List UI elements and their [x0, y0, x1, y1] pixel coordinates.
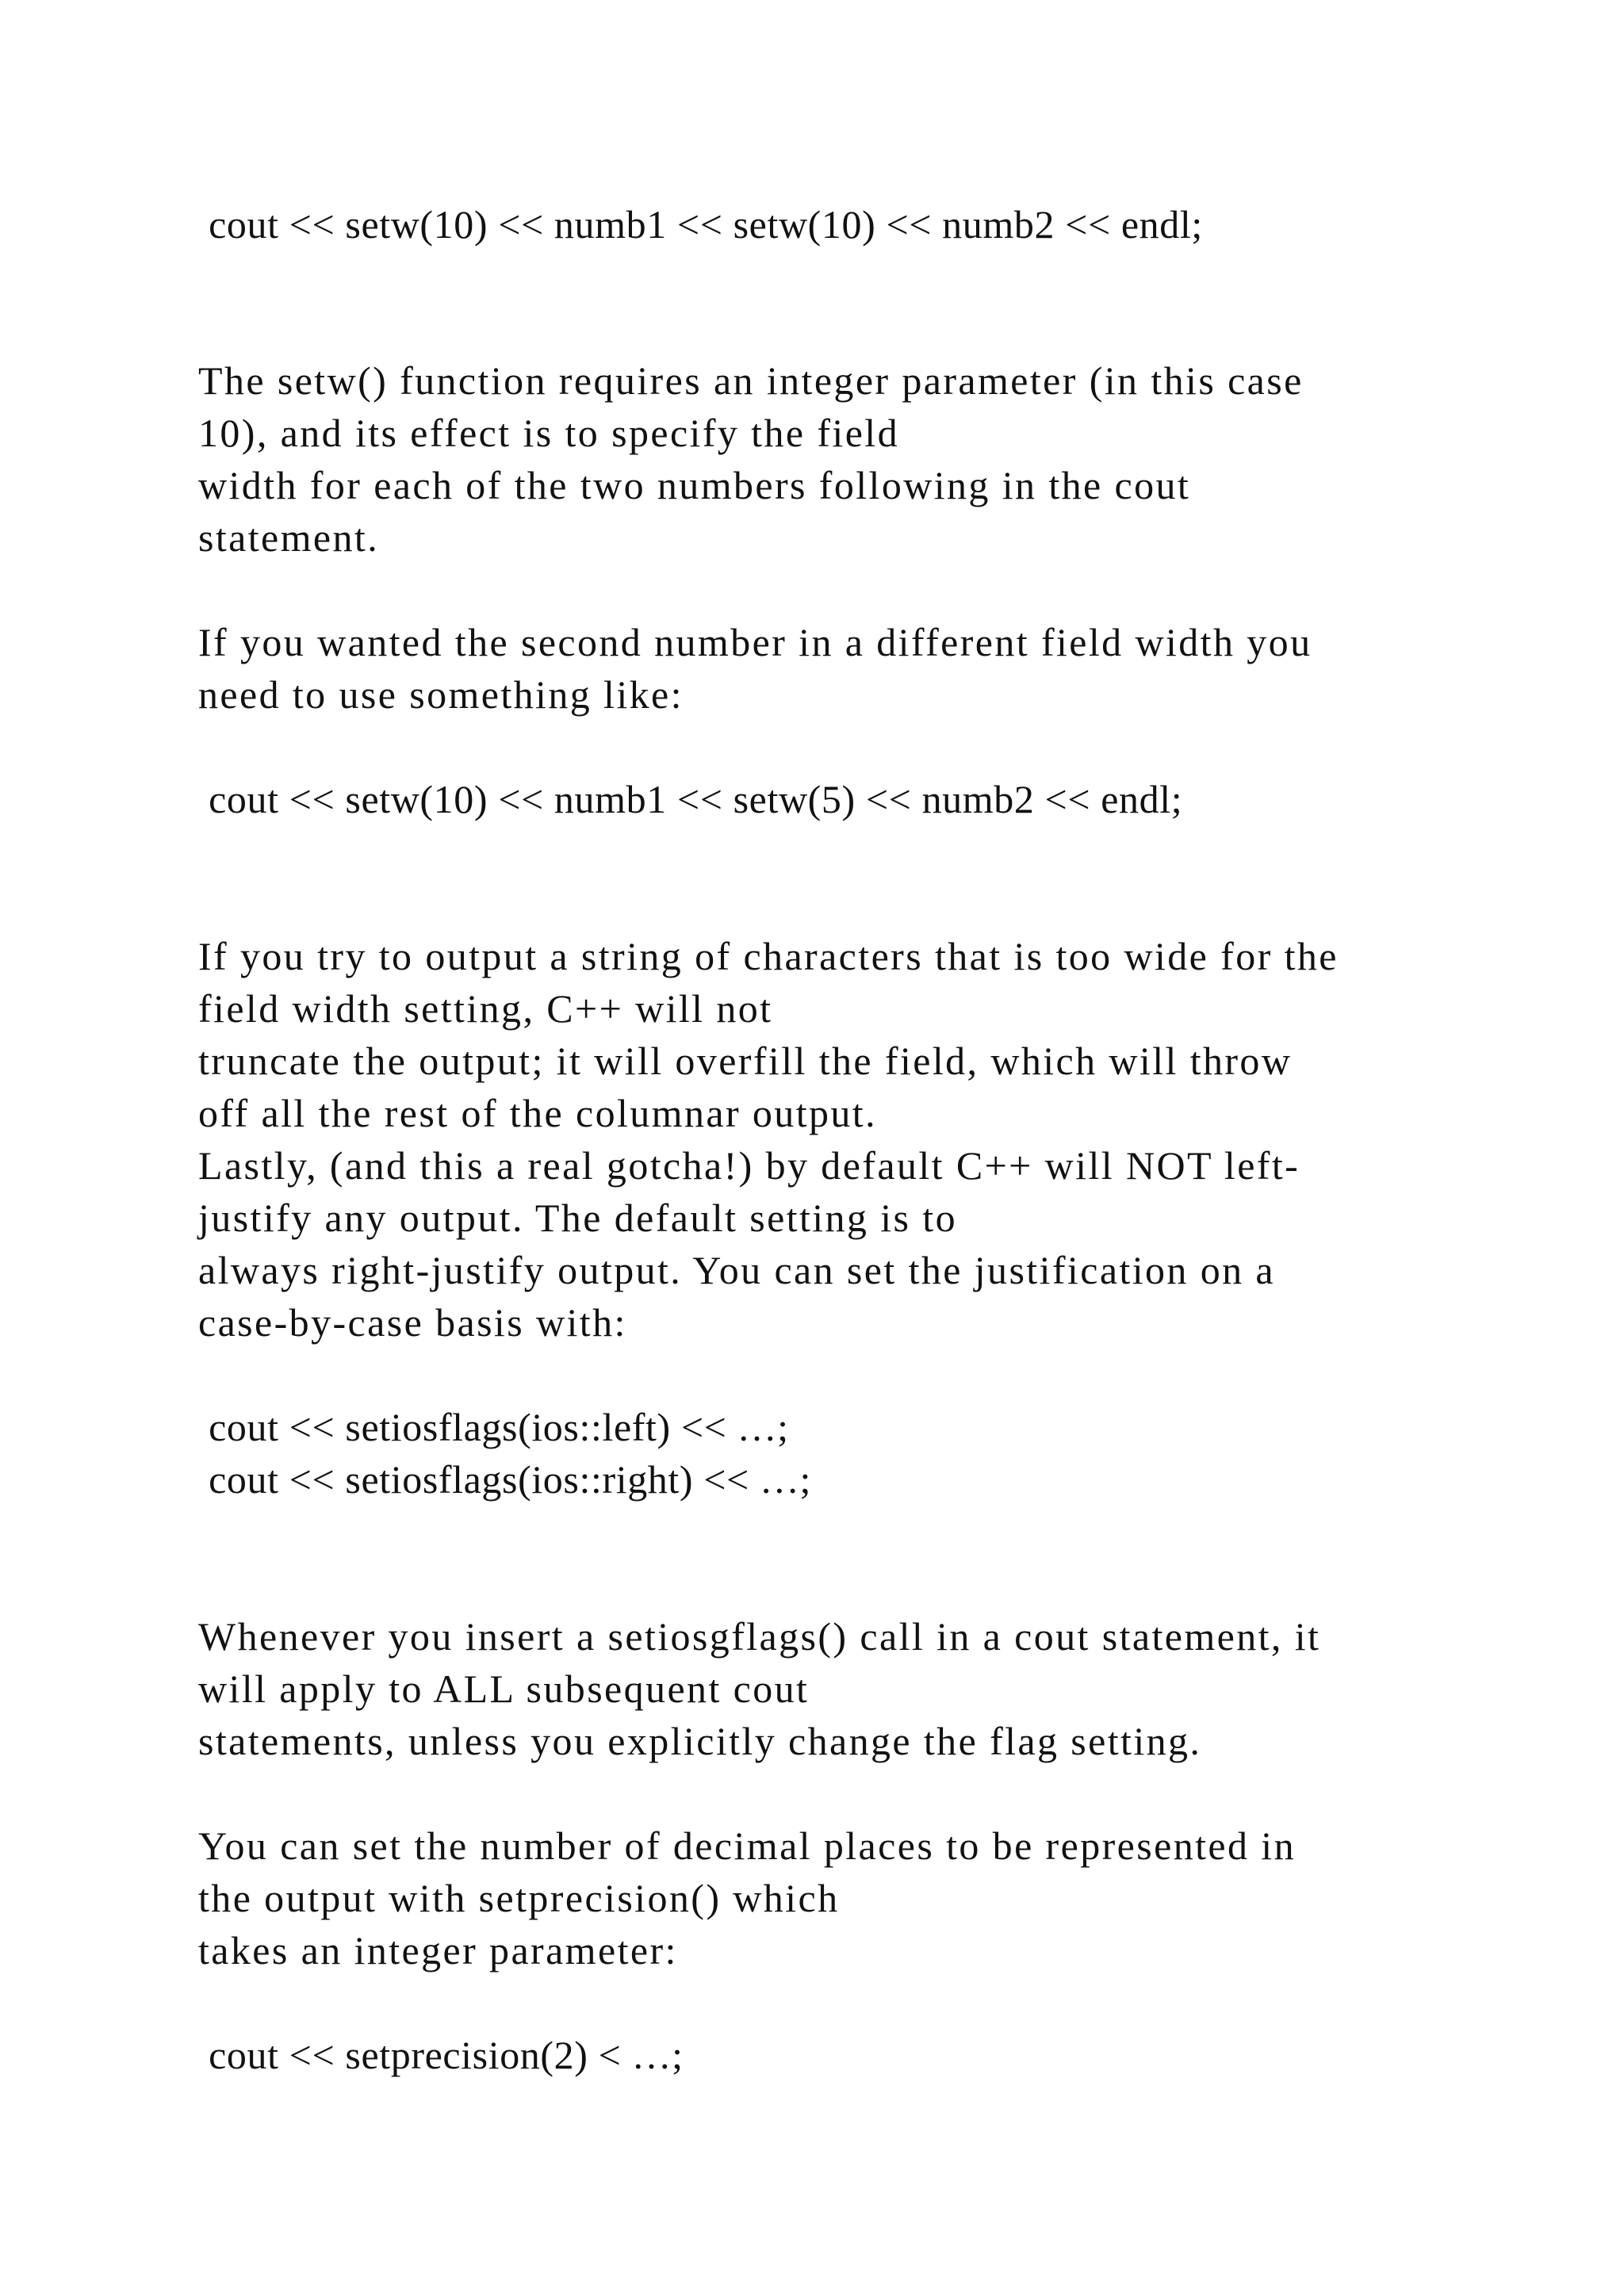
text-line: If you wanted the second number in a different field width you [198, 620, 1312, 664]
text-line: always right-justify output. You can set the justification on a [198, 1248, 1275, 1292]
code-line-setprecision: cout << setprecision(2) < …; [198, 2033, 684, 2077]
text-line: The setw() function requires an integer parameter (in this case [198, 358, 1304, 403]
text-line: justify any output. The default setting is to [198, 1196, 957, 1240]
text-line: If you try to output a string of characters that is too wide for the [198, 934, 1339, 978]
text-line: Lastly, (and this a real gotcha!) by default C++ will NOT left- [198, 1143, 1300, 1188]
text-line: off all the rest of the columnar output. [198, 1091, 877, 1135]
text-line: statement. [198, 515, 380, 560]
text-line: will apply to ALL subsequent cout [198, 1667, 810, 1711]
text-line: field width setting, C++ will not [198, 986, 773, 1031]
text-line: 10), and its effect is to specify the field [198, 411, 899, 455]
code-line-setw-10-5: cout << setw(10) << numb1 << setw(5) << numb2 << endl; [198, 777, 1183, 821]
text-line: You can set the number of decimal places to be represented in [198, 1823, 1296, 1868]
text-line: case-by-case basis with: [198, 1300, 627, 1345]
text-line: truncate the output; it will overfill the field, which will throw [198, 1039, 1293, 1083]
text-line: width for each of the two numbers following in the cout [198, 463, 1191, 507]
text-line: the output with setprecision() which [198, 1876, 840, 1920]
code-line-setiosflags-left: cout << setiosflags(ios::left) << …; [198, 1405, 789, 1449]
text-line: need to use something like: [198, 672, 684, 717]
code-line-setw-10-10: cout << setw(10) << numb1 << setw(10) << numb2 << endl; [198, 202, 1203, 247]
text-line: takes an integer parameter: [198, 1928, 678, 1973]
code-line-setiosflags-right: cout << setiosflags(ios::right) << …; [198, 1457, 812, 1502]
text-line: Whenever you insert a setiosgflags() call in a cout statement, it [198, 1614, 1321, 1659]
text-line: statements, unless you explicitly change the flag setting. [198, 1719, 1202, 1763]
